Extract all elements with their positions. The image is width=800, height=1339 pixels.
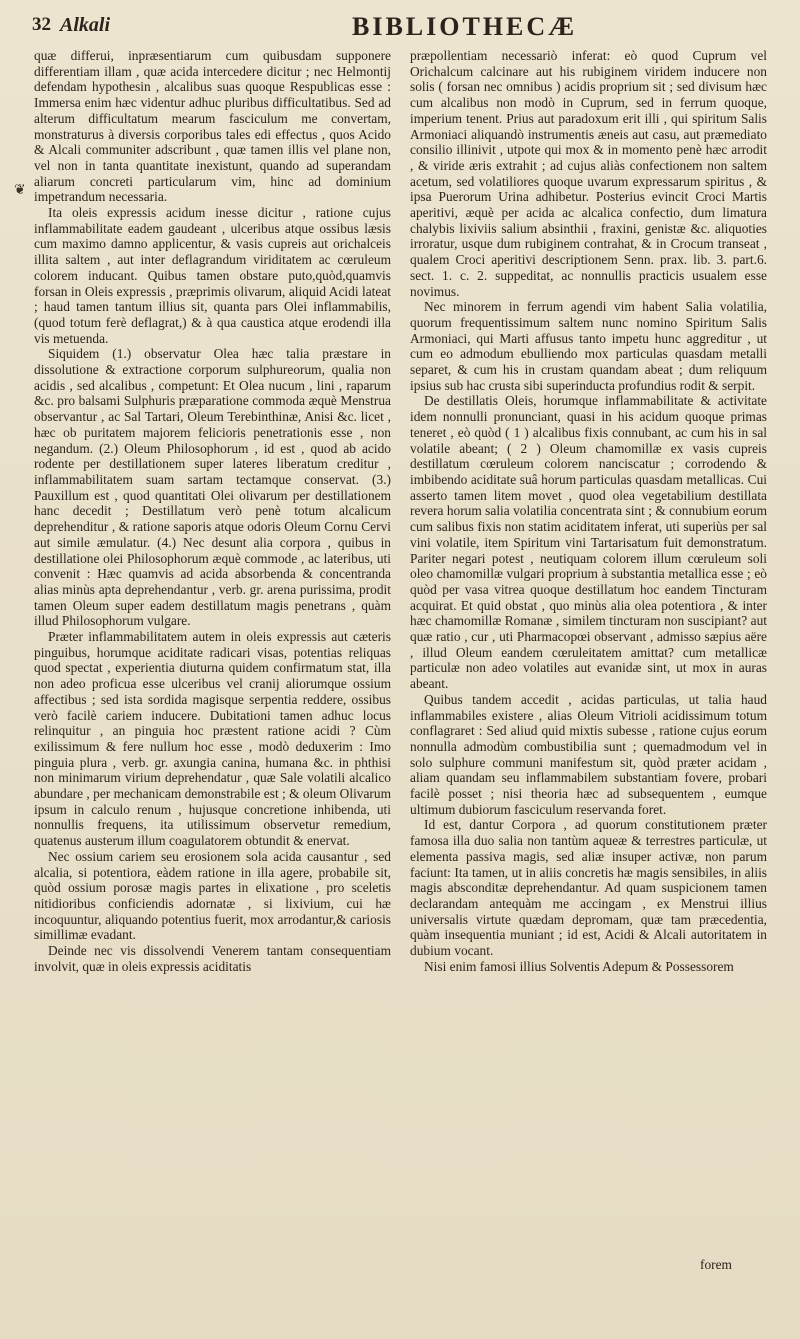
paragraph: Ita oleis expressis acidum inesse dicitur , ratione cujus inflammabilitate eadem gaudeant , ulceribus atque ossibus læsis cum maximo damno applicentur, & vasis cupreis aut orichalceis illita saltem , aut inter deflagrandum viriditatem ac cœruleum colorem inducant. Quibus tamen obstare puto,quòd,quamvis forsan in Oleis expressis , præprimis olivarum, aliquid Acidi lateat ; haud tamen tantum illius sit, quanta pars Olei inflammabilis, (quod totum ferè deflagrat,) & à qua caustica atque erodendi illa vis metuenda. bbox=[34, 205, 391, 346]
marginal-fleuron-icon: ❦ bbox=[14, 182, 26, 198]
page-title: BIBLIOTHECÆ bbox=[352, 12, 578, 41]
paragraph: Nec ossium cariem seu erosionem sola acida causantur , sed alcalia, si potentiora, eàdem ratione in illa agere, probabile sit, quòd ossium porosæ magis partes in elixatione , pro sceletis nitidioribus conficiendis adornatæ , si lixivium, cui hæ incoquuntur, aliquando potentius fuerit, mox arrodantur,& cariosis simillimæ evadant. bbox=[34, 848, 391, 943]
page-number: 32 bbox=[32, 14, 51, 35]
right-text-column bbox=[410, 48, 767, 974]
paragraph: Præter inflammabilitatem autem in oleis expressis aut cæteris pinguibus, horumque aciditate radicari visas, potentias reliquas quod spectat , experientia diuturna quidem confirmatum stat, illa non adeo proficua esse ulceribus vel cranij aliorumque ossium affectibus ; sed ista sordida magisque serpentia reddere, ossibus verò facilè cariem inducere. Dubitationi tamen adhuc locus relinquitur , an pinguia hoc præstent ratione acidi ? Cùm exilissimum & fere nullum hoc esse , modò deduxerim : Imo pinguia plura , verb. gr. axungia canina, humana &c. in phthisi non minimarum virium deprehendatur , quæ Sale volatili alcalico abundare , per mechanicam demonstrabile est ; & oleum Olivarum ipsum in calculo renum , hujusque concretione inhibenda, uti nonnullis frequens, ita utilissimum observetur remedium, quatenus austerum illum coagulatorem obtundit & enervat. bbox=[34, 629, 391, 849]
paragraph: Nec minorem in ferrum agendi vim habent Salia volatilia, quorum frequentissimum saltem nunc nomino Spiritum Salis Armoniaci, qui Marti affusus tanto impetu hunc aggreditur , ut cum eo admodum ebulliendo mox particulas quasdam metalli separet, & cum his in crustam quandam abeat ; dum reliquum ipsius sub hac crusta sibi superinducta profundius rodit & serpit. bbox=[410, 299, 767, 393]
paragraph: Nisi enim famosi illius Solventis Adepum & Possessorem bbox=[424, 958, 734, 974]
paragraph: præpollentiam necessariò inferat: eò quod Cuprum vel Orichalcum calcinare aut his rubiginem viridem inducere non solis ( forsan nec omnibus ) acidis proprium sit ; sed divisum hæc cum alcalibus non modò in Cuprum, sed in ferrum quoque, imperium tenent. Prius aut paradoxum erit illi , qui spiritum Salis Armoniaci aliquandò instrumentis æneis aut casu, aut præmediato consilio illinivit , utpote qui mox & in momento penè hæc arrodit , & viride æris extrahit ; ad cujus aliàs confectionem non saltem acetum, sed volatiliores quoque uvarum expressarum spiritus , & ipsa Puerorum Urina adhibetur. Posterius evincit Croci Martis aperitivi, æquè per acida ac alcalica confectio, dum limatura chalybis lixiviis salium absinthii , fraxini, genistæ &c. aliquoties irroratur, usque dum rubiginem contrahat, & in Crocum transeat , qualem Croci aperitivi descriptionem Senn. prax. lib. 3. part.6. sect. 1. c. 2. suppeditat, ac nonnullis practicis usualem esse novimus. bbox=[410, 48, 767, 299]
paragraph: De destillatis Oleis, horumque inflammabilitate & activitate idem nonnulli pronunciant, quasi in his acidum quoque primas teneret , eò quòd ( 1 ) alcalibus fixis connubant, ac cum his in sal volatile abeant; ( 2 ) Oleum chamomillæ ex vasis cupreis destillatum cœruleum colorem nanciscatur ; corrodendo & imbibendo aciditate suâ horum particulas quasdam metallicas. Cui asserto tamen litem movet , quod olea vegetabilium destillata revera horum salia volatilia concentrata sint ; & connubium eorum cum salibus fixis non statim aciditatem inferat, uti superiùs per sal vini volatile, item Spiritum vini Tartarisatum fuit demonstratum. Pariter negari potest , neutiquam colorem illum cœruleum soli oleo chamomillæ vulgari proprium à substantia metallica esse ; eò quòd per vasa vitrea quoque destillatum hoc eandem Tincturam acquirat. Et quid obstat , quo minùs alia olea potentiora , & inter hæc chamomillæ Romanæ , similem tincturam non suscipiant? aut quæ ratio , cur , uti Pharmacopœi observant , admisso sæpius aëre , illud Oleum eandem cœruleitatem amittat? cum metallicæ particulæ non adeo volatiles aut evanidæ sint, ut mox in auras abeant. bbox=[410, 393, 767, 692]
paragraph: Quibus tandem accedit , acidas particulas, ut talia haud inflammabiles existere , alias Oleum Vitrioli acidissimum totum conflagraret : Sed aliud quid mixtis subesse , ratione cujus eorum nonnulla admodùm combustibilia sunt ; quemadmodum vel in solo sulphure communi manifestum sit, quòd præter acidam , aliam quandam seu inflammabilem substantiam fovere, probari facilè posset ; nisi theoria hæc ad subsequentem , eumque ultimum dubiorum fasciculum reservanda foret. bbox=[410, 691, 767, 817]
paragraph: Deinde nec vis dissolvendi Venerem tantam consequentiam involvit, quæ in oleis expressis aciditatis bbox=[34, 943, 391, 974]
left-text-column bbox=[34, 48, 391, 974]
running-head: Alkali bbox=[60, 14, 111, 36]
paragraph: Siquidem (1.) observatur Olea hæc talia præstare in dissolutione & extractione corporum sulphureorum, qualia non acidis , sed alcalibus , competunt: Et Olea nucum , lini , raparum &c. pro balsami Sulphuris præparatione commoda æquè Menstrua observantur , ac Sal Tartari, Oleum Terebinthinæ, Anisi &c. licet , hæc ob puritatem majorem felicioris penetrationis esse , non negandum. (2.) Oleum Philosophorum , id est , quod ab acido rodente per destillationem super lateres liberatum creditur , inflammabilitatem suam sartam tectamque conservat. (3.) Pauxillum est , quod quantitati Olei olivarum per destillationem hanc decedit ; Destillatum verò penè totum alcalicum deprehenditur , & ratione saporis atque odoris Oleum Cornu Cervi aut simile æmulatur. (4.) Nec desunt alia corpora , quibus in destillatione olei Philosophorum æquè commode , ac lateribus, uti convenit : Hæc quamvis ad acida absorbenda & concentranda alias minùs apta deprehendantur , verb. gr. arena purissima, prodit tamen Oleum super eadem destillatum magis penetrans , quàm illud Philosophorum vulgare. bbox=[34, 346, 391, 629]
page-header bbox=[32, 14, 772, 44]
catchword: forem bbox=[700, 1257, 732, 1272]
paragraph: Id est, dantur Corpora , ad quorum constitutionem præter famosa illa duo salia non tantùm aqueæ & terrestres particulæ, ut elementa passiva magis, sed aliæ insuper activæ, non parum faciunt: Ita tamen, ut in aliis concretis hæ magis sensibiles, in aliis magis absconditæ deprehendantur. Ad quam suspicionem tamen declarandam antequàm me accingam , ex Menstrui illius universalis virtute quædam depromam, quæ tam præcedentia, quàm insequentia muniant ; id est, Acidi & Alcali autoritatem in dubium vocant. bbox=[410, 817, 767, 959]
paragraph: quæ differui, inpræsentiarum cum quibusdam supponere differentiam illam , quæ acida intercedere dicitur ; nec Helmontij defendam hypothesin , alcalibus suas quoque Respublicas esse : Immersa enim hæc videntur adhuc pluribus difficultatibus. Sed ad alterum difficultatum mearum fasciculum me convertam, monstraturus à diversis corporibus tales edi effectus , quos Acido & Alcali communiter adscribunt , quæ tamen illis vel plane non, vel non in tanta quantitate inexistunt, quando ad superandam aliarum concreti particularum vim, hinc ad dominium impetrandum necessaria. bbox=[34, 48, 391, 205]
